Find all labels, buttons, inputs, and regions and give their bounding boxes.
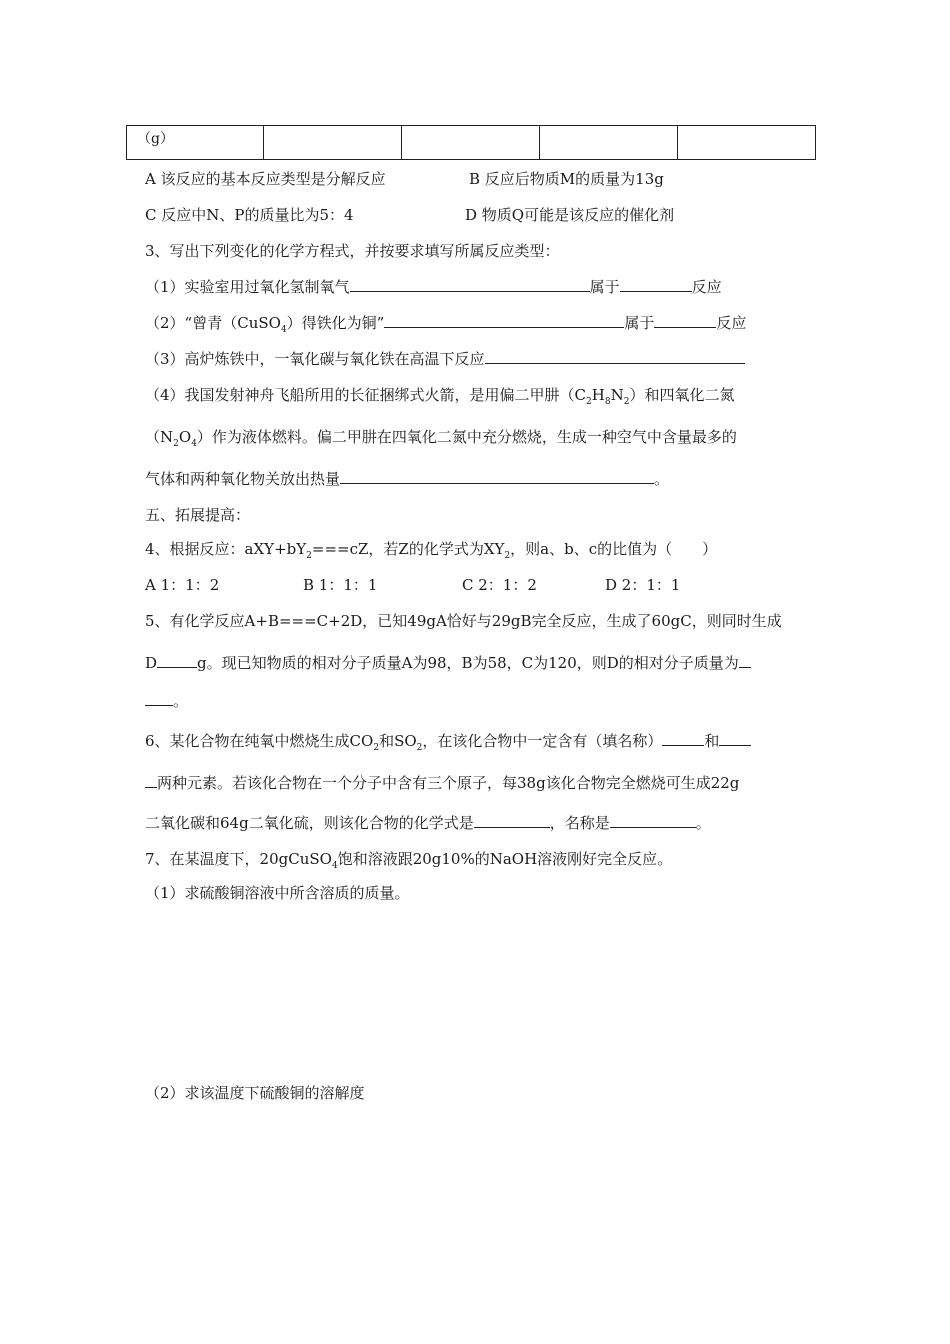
q7-part-1: （1）求硫酸铜溶液中所含溶质的质量。 [145,884,410,902]
answer-blank[interactable] [157,653,197,668]
section-title: 五、拓展提高： [145,506,251,524]
text-run: 。 [654,470,670,488]
q3-part-2-text: （2）“曾青（CuSO [145,314,281,332]
subscript: 2 [173,439,179,449]
q3-part-4-line-3 [145,468,669,489]
belongs-label: 属于 [589,278,620,296]
q2-option-d: D 物质Q可能是该反应的催化剂 [465,206,675,224]
q7-part-2: （2）求该温度下硫酸铜的溶解度 [145,1084,365,1102]
q3-part-3-text: （3）高炉炼铁中，一氧化碳与氧化铁在高温下反应 [145,350,485,368]
q5-line-1: 5、有化学反应A+B===C+2D，已知49gA恰好与29gB完全反应，生成了60gC，则同时生成 [145,612,782,630]
subscript: 8 [604,397,611,407]
q4-option-d: D 2：1：1 [605,576,681,594]
q3-stem: 3、写出下列变化的化学方程式，并按要求填写所属反应类型： [145,242,560,260]
subscript: 2 [373,743,380,753]
text-run: ，名称是 [549,814,610,832]
subscript: 2 [586,397,592,407]
answer-blank[interactable] [145,691,173,706]
text-run: ===cZ，若Z的化学式为XY [311,540,505,558]
q4-stem [145,538,717,561]
subscript: 2 [504,551,511,561]
answer-blank[interactable] [719,731,751,746]
answer-blank[interactable] [485,349,745,364]
text-run: 7、在某温度下，20gCuSO [145,850,332,868]
text-run: （N [145,428,174,446]
q6-line-1 [145,730,751,753]
table-cell [540,126,678,160]
reaction-label: 反应 [691,278,722,296]
q3-part-4-line-2 [145,426,737,449]
subscript: 2 [623,397,630,407]
table-cell [402,126,540,160]
q4-option-b: B 1：1：1 [303,576,378,594]
table-row [127,126,816,160]
text-run: （4）我国发射神舟飞船所用的长征捆绑式火箭，是用偏二甲肼（C [145,386,587,404]
table-cell [264,126,402,160]
answer-blank[interactable] [145,773,157,788]
text-run: 4、根据反应：aXY+bY [145,540,307,558]
answer-blank[interactable] [662,731,704,746]
q3-part-2 [145,312,746,335]
text-run: 饱和溶液跟20g10%的NaOH溶液刚好完全反应。 [337,850,673,868]
q6-line-3 [145,812,711,833]
answer-blank[interactable] [340,469,654,484]
q2-option-b: B 反应后物质M的质量为13g [469,170,664,188]
q2-option-a: A 该反应的基本反应类型是分解反应 [145,170,386,188]
text-run: ，则a、b、c的比值为（ ） [510,540,718,558]
text-run: g。现已知物质的相对分子质量A为98，B为58，C为120，则D的相对分子质量为 [197,654,739,672]
answer-blank[interactable] [739,653,751,668]
q3-part-1 [145,276,722,297]
subscript: 4 [331,861,338,871]
answer-blank[interactable] [474,813,550,828]
text-run: 。 [695,814,711,832]
answer-blank[interactable] [620,277,692,292]
subscript: 4 [280,325,287,335]
text-run: O [178,428,192,446]
table-cell-unit: （g） [127,126,264,160]
table-cell [678,126,816,160]
text-run: ，在该化合物中一定含有（填名称） [422,732,663,750]
q3-part-3 [145,348,745,369]
text-run: D [145,654,158,672]
subscript: 2 [416,743,423,753]
text-run: H [591,386,605,404]
reaction-label: 反应 [716,314,747,332]
text-run: 二氧化碳和64g二氧化硫，则该化合物的化学式是 [145,814,474,832]
subscript: 2 [306,551,312,561]
text-run: 。 [173,692,189,710]
answer-blank[interactable] [350,277,590,292]
q4-option-c: C 2：1：2 [462,576,537,594]
q5-line-3 [145,690,188,711]
data-table-fragment [126,125,816,160]
text-run: 两种元素。若该化合物在一个分子中含有三个原子，每38g该化合物完全燃烧可生成22g [157,774,740,792]
text-run: ）作为液体燃料。偏二甲肼在四氧化二氮中充分燃烧，生成一种空气中含量最多的 [196,428,737,446]
text-run: 和SO [379,732,417,750]
text-run: 6、某化合物在纯氧中燃烧生成CO [145,732,374,750]
answer-blank[interactable] [384,313,624,328]
q3-part-2-text-b: ）得铁化为铜” [286,314,385,332]
q7-stem [145,848,672,871]
q5-line-2 [145,652,751,673]
q3-part-4-line-1 [145,384,734,407]
answer-blank[interactable] [654,313,716,328]
answer-blank[interactable] [610,813,696,828]
q4-option-a: A 1：1：2 [145,576,220,594]
text-run: ）和四氧化二氮 [629,386,735,404]
q6-line-2 [145,772,739,793]
q3-part-1-text: （1）实验室用过氧化氢制氧气 [145,278,350,296]
subscript: 4 [191,439,197,449]
q2-option-c: C 反应中N、P的质量比为5：4 [145,206,354,224]
text-run: N [610,386,624,404]
text-run: 和 [704,732,720,750]
belongs-label: 属于 [624,314,655,332]
text-run: 气体和两种氧化物关放出热量 [145,470,341,488]
